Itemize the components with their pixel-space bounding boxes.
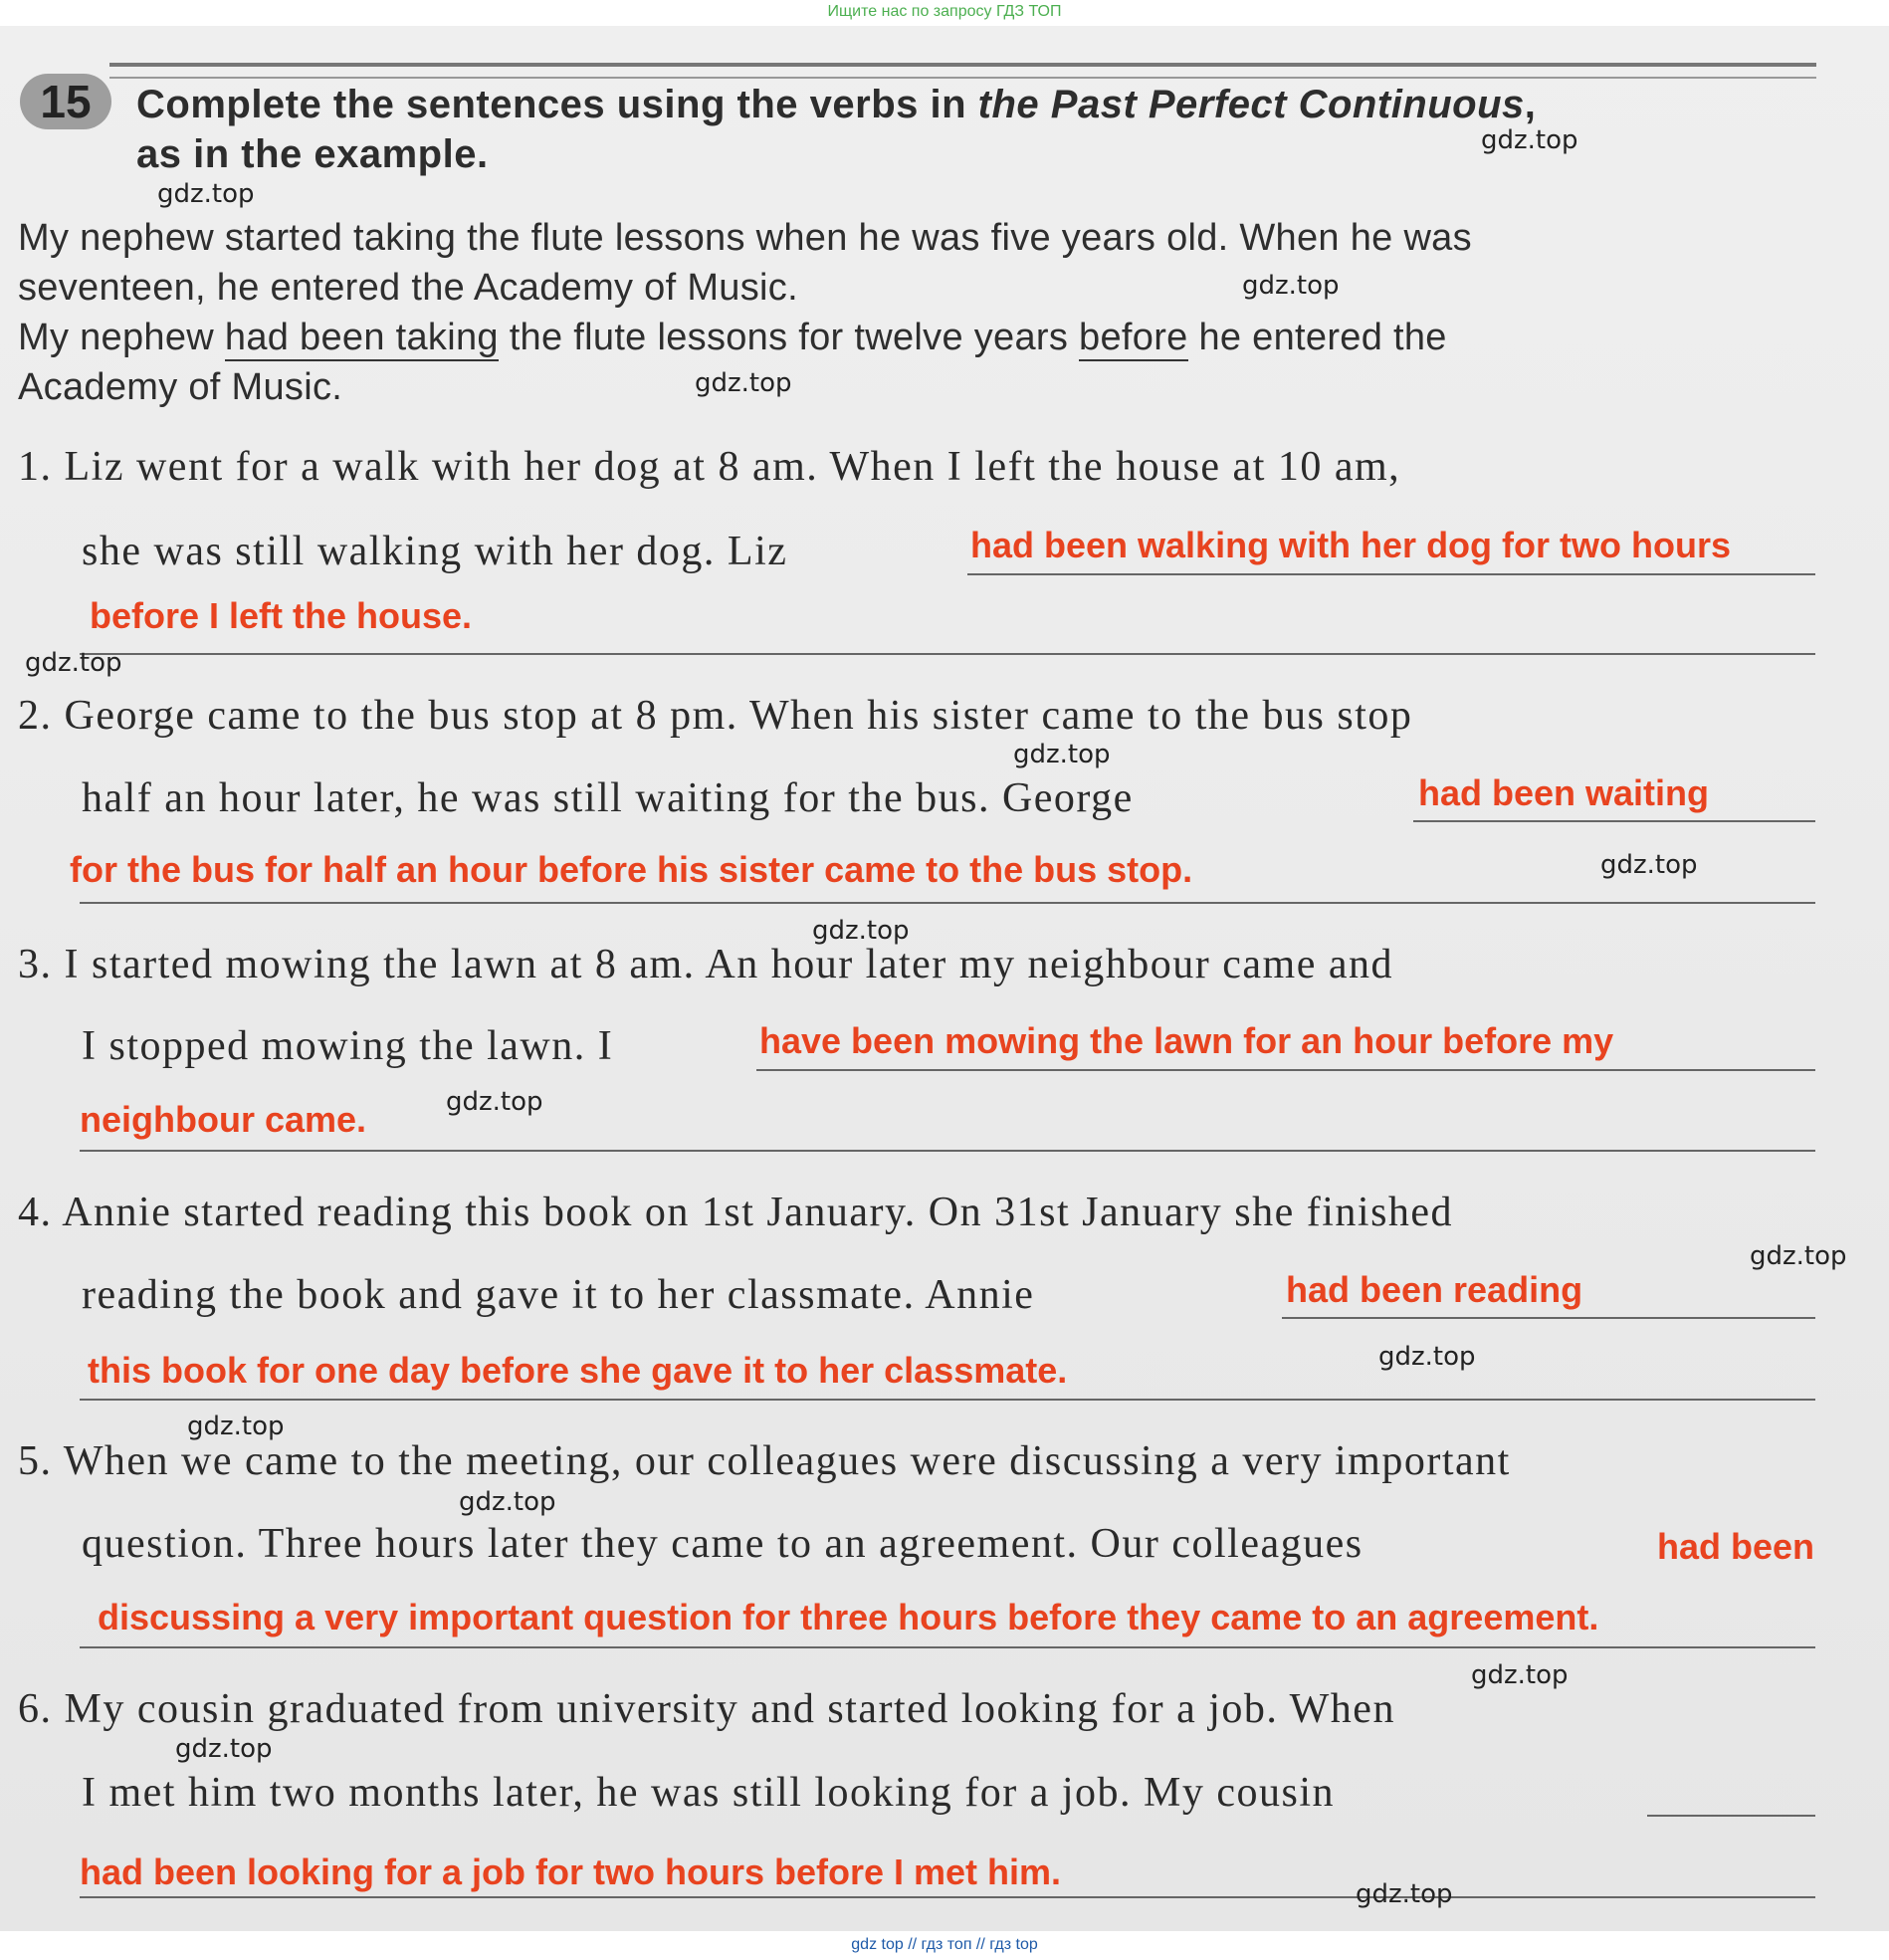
watermark: gdz.top: [1471, 1660, 1569, 1690]
heading-comma: ,: [1524, 83, 1537, 126]
answer-line: [80, 1399, 1815, 1401]
item-1-line-2: she was still walking with her dog. Liz: [82, 529, 788, 574]
heading-text-line2: as in the example.: [136, 132, 489, 176]
example-underlined-verb: had been taking: [225, 317, 499, 361]
header-rule: [109, 63, 1816, 79]
example-underlined-before: before: [1079, 317, 1188, 361]
watermark: gdz.top: [1356, 1879, 1453, 1909]
item-text: Liz went for a walk with her dog at 8 am. When I left the house at 10 am,: [64, 444, 1401, 490]
heading-text: Complete the sentences using the verbs in: [136, 83, 978, 126]
exercise-number-badge: 15: [20, 74, 111, 129]
answer-line: [1282, 1317, 1815, 1319]
watermark: gdz.top: [812, 916, 910, 946]
item-1-answer-1[interactable]: had been walking with her dog for two hours: [970, 525, 1732, 565]
item-number: 5.: [18, 1438, 53, 1484]
item-4-answer-2[interactable]: this book for one day before she gave it to her classmate.: [88, 1350, 1068, 1391]
item-6-line-1: [18, 1685, 1395, 1733]
item-text: My cousin graduated from university and started looking for a job. When: [64, 1686, 1395, 1732]
item-1-answer-2[interactable]: before I left the house.: [90, 595, 473, 636]
watermark: gdz.top: [1013, 740, 1111, 769]
answer-line: [756, 1069, 1815, 1071]
example-text: he entered the: [1187, 317, 1447, 358]
answer-line: [1413, 820, 1815, 822]
item-5-answer-1[interactable]: had been: [1657, 1526, 1815, 1567]
example-line: Academy of Music.: [18, 366, 343, 408]
answer-line: [1647, 1815, 1815, 1817]
item-6-line-2: I met him two months later, he was still looking for a job. My cousin: [82, 1770, 1336, 1816]
item-text: When we came to the meeting, our colleagues were discussing a very important: [63, 1438, 1511, 1484]
item-3-line-1: [18, 941, 1393, 988]
example-text: the flute lessons for twelve years: [498, 317, 1080, 358]
watermark: gdz.top: [1378, 1342, 1476, 1372]
item-4-line-2: reading the book and gave it to her classmate. Annie: [82, 1272, 1035, 1318]
item-6-answer[interactable]: had been looking for a job for two hours before I met him.: [80, 1851, 1062, 1892]
top-banner[interactable]: Ищите нас по запросу ГДЗ ТОП: [0, 0, 1889, 26]
example-line: My nephew started taking the flute lessons when he was five years old. When he was: [18, 217, 1472, 259]
example-block: [18, 213, 1819, 412]
watermark: gdz.top: [25, 648, 122, 678]
watermark: gdz.top: [1600, 850, 1698, 880]
example-text: My nephew: [18, 317, 225, 358]
watermark: gdz.top: [1242, 271, 1340, 301]
item-1-line-1: [18, 443, 1400, 491]
watermark: gdz.top: [446, 1087, 543, 1117]
watermark: gdz.top: [695, 368, 792, 398]
item-text: Annie started reading this book on 1st January. On 31st January she finished: [62, 1190, 1454, 1235]
item-number: 1.: [18, 444, 53, 490]
item-3-answer-2[interactable]: neighbour came.: [80, 1099, 367, 1140]
example-line: seventeen, he entered the Academy of Music.: [18, 267, 798, 309]
item-number: 2.: [18, 693, 53, 739]
watermark: gdz.top: [157, 179, 255, 209]
example-line: [18, 313, 1819, 362]
watermark: gdz.top: [175, 1734, 273, 1764]
item-3-line-2: I stopped mowing the lawn. I: [82, 1023, 614, 1069]
item-4-answer-1[interactable]: had been reading: [1286, 1269, 1583, 1310]
watermark: gdz.top: [1750, 1241, 1847, 1271]
item-2-line-2: half an hour later, he was still waiting for the bus. George: [82, 775, 1134, 821]
item-3-answer-1[interactable]: have been mowing the lawn for an hour before my: [759, 1020, 1614, 1061]
watermark: gdz.top: [459, 1487, 556, 1517]
item-text: I started mowing the lawn at 8 am. An hour later my neighbour came and: [64, 942, 1393, 987]
item-number: 6.: [18, 1686, 53, 1732]
item-5-line-1: [18, 1437, 1511, 1485]
watermark: gdz.top: [187, 1412, 285, 1441]
watermark: gdz.top: [1481, 125, 1578, 155]
heading-tense: the Past Perfect Continuous: [977, 83, 1525, 126]
answer-line: [80, 1646, 1815, 1648]
answer-line: [80, 1150, 1815, 1152]
answer-line: [80, 653, 1815, 655]
item-2-answer-2[interactable]: for the bus for half an hour before his sister came to the bus stop.: [70, 849, 1193, 890]
item-text: George came to the bus stop at 8 pm. When his sister came to the bus stop: [64, 693, 1413, 739]
item-number: 3.: [18, 942, 53, 987]
item-5-line-2: question. Three hours later they came to an agreement. Our colleagues: [82, 1521, 1364, 1567]
bottom-banner[interactable]: gdz top // гдз топ // гдз top: [0, 1931, 1889, 1960]
answer-line: [80, 1896, 1815, 1898]
answer-line: [967, 573, 1815, 575]
item-2-line-1: [18, 692, 1412, 740]
item-4-line-1: [18, 1189, 1453, 1236]
item-number: 4.: [18, 1190, 53, 1235]
item-5-answer-2[interactable]: discussing a very important question for three hours before they came to an agreement.: [98, 1597, 1599, 1637]
answer-line: [80, 902, 1815, 904]
item-2-answer-1[interactable]: had been waiting: [1418, 772, 1710, 813]
